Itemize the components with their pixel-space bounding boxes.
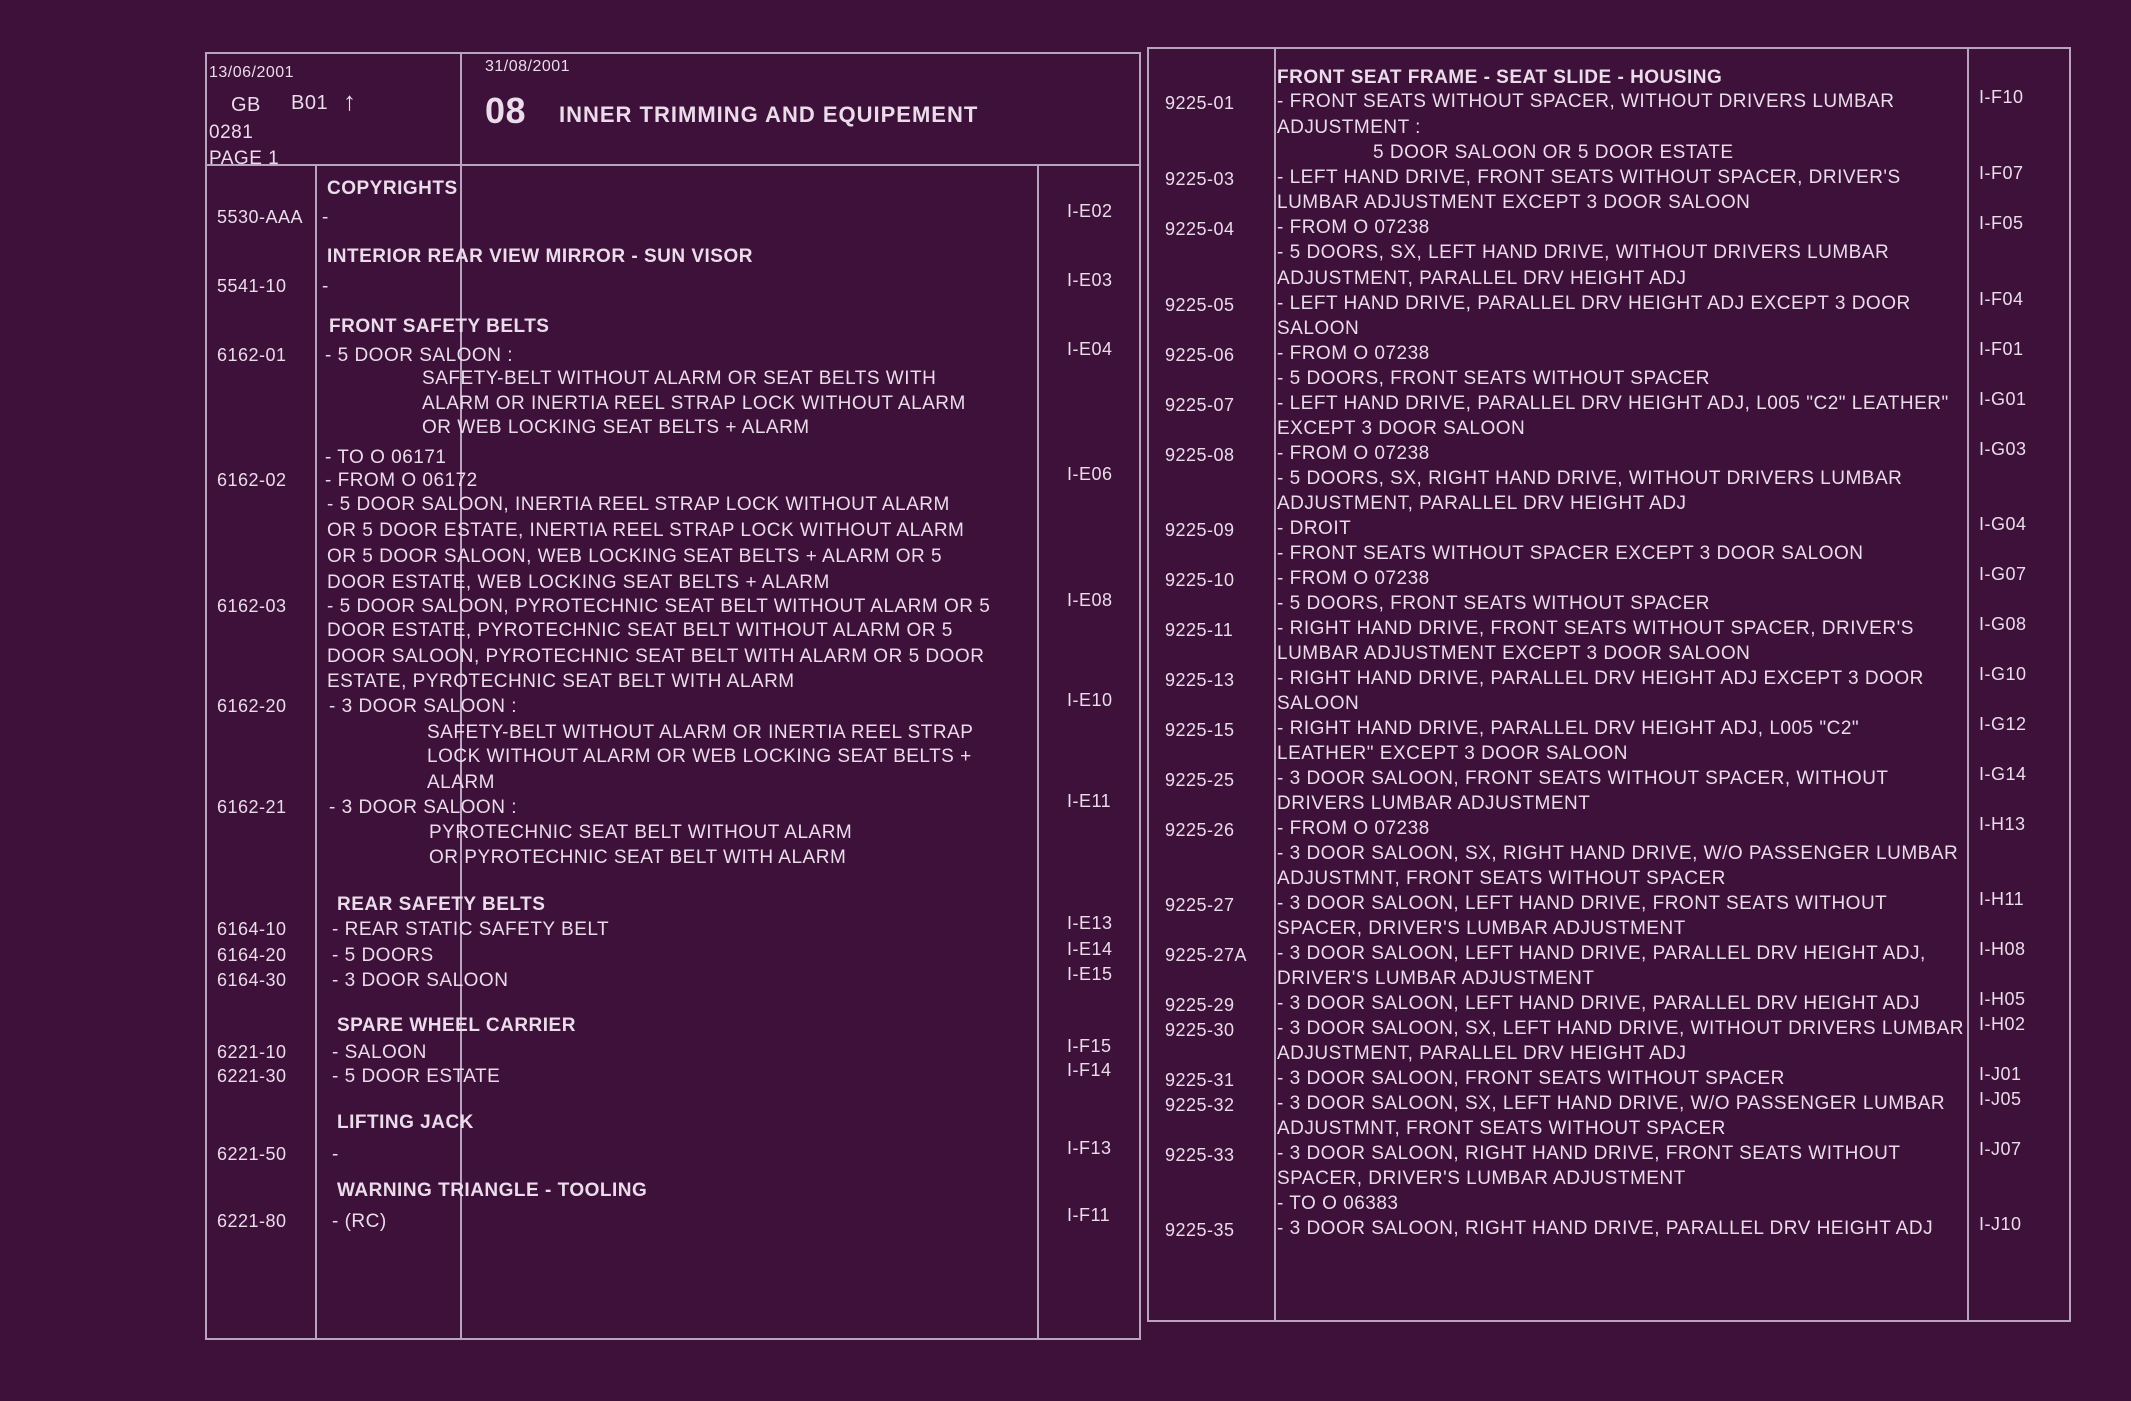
- description-line: - 3 DOOR SALOON, LEFT HAND DRIVE, PARALLEL DRV HEIGHT ADJ,: [1277, 943, 1926, 964]
- description-line: - DROIT: [1277, 518, 1352, 539]
- part-number: 9225-27: [1165, 895, 1235, 915]
- description-line: ADJUSTMENT, PARALLEL DRV HEIGHT ADJ: [1277, 493, 1687, 514]
- description-line: - TO O 06171: [325, 447, 447, 468]
- figure-reference: I-F01: [1979, 339, 2024, 359]
- header-underline: [207, 164, 1139, 166]
- description-line: - 3 DOOR SALOON :: [329, 696, 517, 717]
- figure-reference: I-H13: [1979, 814, 2026, 834]
- description-line: - LEFT HAND DRIVE, FRONT SEATS WITHOUT SPACER, DRIVER'S: [1277, 167, 1901, 188]
- description-line: - 3 DOOR SALOON, RIGHT HAND DRIVE, FRONT SEATS WITHOUT: [1277, 1143, 1901, 1164]
- description-line: - 3 DOOR SALOON, FRONT SEATS WITHOUT SPACER: [1277, 1068, 1785, 1089]
- figure-reference: I-G04: [1979, 514, 2027, 534]
- part-number: 9225-03: [1165, 169, 1235, 189]
- description-line: - FROM O 07238: [1277, 443, 1430, 464]
- part-number: 9225-31: [1165, 1070, 1235, 1090]
- section-title: INNER TRIMMING AND EQUIPEMENT: [559, 102, 979, 127]
- parts-catalog-page: [205, 52, 2071, 1340]
- description-line: - (RC): [332, 1211, 387, 1232]
- part-number: 9225-32: [1165, 1095, 1235, 1115]
- description-line: - FRONT SEATS WITHOUT SPACER, WITHOUT DRIVERS LUMBAR: [1277, 91, 1895, 112]
- description-line: DRIVER'S LUMBAR ADJUSTMENT: [1277, 968, 1595, 989]
- left-panel: [205, 52, 1141, 1340]
- part-number: 6164-20: [217, 945, 287, 965]
- part-number: 9225-13: [1165, 670, 1235, 690]
- header-model: B01: [291, 92, 329, 114]
- figure-reference: I-H05: [1979, 989, 2026, 1009]
- description-line: - LEFT HAND DRIVE, PARALLEL DRV HEIGHT ADJ, L005 "C2" LEATHER": [1277, 393, 1949, 414]
- description-line: - 3 DOOR SALOON, LEFT HAND DRIVE, FRONT SEATS WITHOUT: [1277, 893, 1888, 914]
- description-line: - RIGHT HAND DRIVE, FRONT SEATS WITHOUT SPACER, DRIVER'S: [1277, 618, 1914, 639]
- figure-reference: I-F07: [1979, 163, 2024, 183]
- part-number: 6162-02: [217, 470, 287, 490]
- part-number: 9225-30: [1165, 1020, 1235, 1040]
- description-line: - FROM O 07238: [1277, 343, 1430, 364]
- figure-reference: I-H02: [1979, 1014, 2026, 1034]
- part-number: 9225-26: [1165, 820, 1235, 840]
- part-number: 9225-35: [1165, 1220, 1235, 1240]
- description-line: - 5 DOORS, SX, LEFT HAND DRIVE, WITHOUT DRIVERS LUMBAR: [1277, 242, 1890, 263]
- part-number: 6162-21: [217, 797, 287, 817]
- description-line: - 3 DOOR SALOON, RIGHT HAND DRIVE, PARALLEL DRV HEIGHT ADJ: [1277, 1218, 1934, 1239]
- description-line: ALARM: [427, 772, 495, 793]
- figure-reference: I-J07: [1979, 1139, 2022, 1159]
- description-line: - 3 DOOR SALOON, SX, RIGHT HAND DRIVE, W/O PASSENGER LUMBAR: [1277, 843, 1959, 864]
- part-number: 6162-20: [217, 696, 287, 716]
- part-number: 9225-05: [1165, 295, 1235, 315]
- part-number: 6221-50: [217, 1144, 287, 1164]
- header-market: GB: [231, 94, 261, 116]
- figure-reference: I-F05: [1979, 213, 2024, 233]
- figure-reference: I-G14: [1979, 764, 2027, 784]
- group-heading: WARNING TRIANGLE - TOOLING: [337, 1180, 648, 1201]
- description-line: ESTATE, PYROTECHNIC SEAT BELT WITH ALARM: [327, 671, 795, 692]
- description-line: DOOR ESTATE, PYROTECHNIC SEAT BELT WITHOUT ALARM OR 5: [327, 620, 953, 641]
- figure-reference: I-E15: [1067, 964, 1113, 984]
- description-line: 5 DOOR SALOON OR 5 DOOR ESTATE: [1373, 142, 1734, 163]
- description-line: - RIGHT HAND DRIVE, PARALLEL DRV HEIGHT ADJ, L005 "C2": [1277, 718, 1860, 739]
- description-line: - 5 DOORS: [332, 945, 434, 966]
- ref-column-divider-right: [1967, 49, 1969, 1320]
- description-line: OR 5 DOOR SALOON, WEB LOCKING SEAT BELTS + ALARM OR 5: [327, 546, 943, 567]
- part-number: 9225-10: [1165, 570, 1235, 590]
- figure-reference: I-G07: [1979, 564, 2027, 584]
- figure-reference: I-J01: [1979, 1064, 2022, 1084]
- code-column-divider: [315, 164, 317, 1338]
- group-heading: FRONT SEAT FRAME - SEAT SLIDE - HOUSING: [1277, 67, 1723, 88]
- code-column-divider-right: [1274, 49, 1276, 1320]
- right-panel: [1147, 47, 2071, 1322]
- part-number: 9225-33: [1165, 1145, 1235, 1165]
- description-line: - FROM O 07238: [1277, 818, 1430, 839]
- figure-reference: I-E14: [1067, 939, 1113, 959]
- description-line: - 3 DOOR SALOON :: [329, 797, 517, 818]
- figure-reference: I-F13: [1067, 1138, 1112, 1158]
- description-line: - FRONT SEATS WITHOUT SPACER EXCEPT 3 DOOR SALOON: [1277, 543, 1864, 564]
- part-number: 5530-AAA: [217, 207, 304, 227]
- description-line: - 3 DOOR SALOON, SX, LEFT HAND DRIVE, W/O PASSENGER LUMBAR: [1277, 1093, 1946, 1114]
- figure-reference: I-H11: [1979, 889, 2025, 909]
- description-line: DOOR SALOON, PYROTECHNIC SEAT BELT WITH ALARM OR 5 DOOR: [327, 646, 985, 667]
- description-line: SAFETY-BELT WITHOUT ALARM OR SEAT BELTS WITH: [422, 368, 937, 389]
- group-heading: LIFTING JACK: [337, 1112, 474, 1133]
- figure-reference: I-F11: [1067, 1205, 1111, 1225]
- description-line: ALARM OR INERTIA REEL STRAP LOCK WITHOUT ALARM: [422, 393, 966, 414]
- figure-reference: I-G12: [1979, 714, 2027, 734]
- figure-reference: I-J05: [1979, 1089, 2022, 1109]
- description-line: EXCEPT 3 DOOR SALOON: [1277, 418, 1526, 439]
- figure-reference: I-H08: [1979, 939, 2026, 959]
- description-line: SPACER, DRIVER'S LUMBAR ADJUSTMENT: [1277, 918, 1686, 939]
- description-line: LUMBAR ADJUSTMENT EXCEPT 3 DOOR SALOON: [1277, 643, 1751, 664]
- description-line: ADJUSTMNT, FRONT SEATS WITHOUT SPACER: [1277, 868, 1726, 889]
- description-line: DOOR ESTATE, WEB LOCKING SEAT BELTS + ALARM: [327, 572, 830, 593]
- description-line: - 3 DOOR SALOON, FRONT SEATS WITHOUT SPACER, WITHOUT: [1277, 768, 1889, 789]
- description-line: -: [332, 1144, 339, 1165]
- description-line: - FROM O 07238: [1277, 217, 1430, 238]
- description-line: - FROM O 06172: [325, 470, 478, 491]
- description-line: - REAR STATIC SAFETY BELT: [332, 919, 610, 940]
- description-line: OR WEB LOCKING SEAT BELTS + ALARM: [422, 417, 810, 438]
- part-number: 6164-10: [217, 919, 287, 939]
- part-number: 9225-15: [1165, 720, 1235, 740]
- description-line: - 5 DOORS, SX, RIGHT HAND DRIVE, WITHOUT DRIVERS LUMBAR: [1277, 468, 1903, 489]
- ref-column-divider: [1037, 164, 1039, 1338]
- part-number: 9225-27A: [1165, 945, 1248, 965]
- header-page: PAGE 1: [209, 148, 280, 169]
- figure-reference: I-E10: [1067, 690, 1113, 710]
- figure-reference: I-F10: [1979, 87, 2024, 107]
- figure-reference: I-E11: [1067, 791, 1112, 811]
- group-heading: FRONT SAFETY BELTS: [329, 316, 550, 337]
- description-line: - LEFT HAND DRIVE, PARALLEL DRV HEIGHT ADJ EXCEPT 3 DOOR: [1277, 293, 1911, 314]
- description-line: - 3 DOOR SALOON: [332, 970, 509, 991]
- figure-reference: I-F14: [1067, 1060, 1112, 1080]
- description-line: DRIVERS LUMBAR ADJUSTMENT: [1277, 793, 1591, 814]
- part-number: 9225-25: [1165, 770, 1235, 790]
- description-line: - 5 DOOR SALOON :: [325, 345, 513, 366]
- description-line: - 5 DOORS, FRONT SEATS WITHOUT SPACER: [1277, 368, 1711, 389]
- description-line: - 3 DOOR SALOON, LEFT HAND DRIVE, PARALLEL DRV HEIGHT ADJ: [1277, 993, 1920, 1014]
- figure-reference: I-G03: [1979, 439, 2027, 459]
- description-line: SAFETY-BELT WITHOUT ALARM OR INERTIA REEL STRAP: [427, 722, 974, 743]
- description-line: - RIGHT HAND DRIVE, PARALLEL DRV HEIGHT ADJ EXCEPT 3 DOOR: [1277, 668, 1924, 689]
- part-number: 9225-08: [1165, 445, 1235, 465]
- figure-reference: I-F04: [1979, 289, 2024, 309]
- header-number: 0281: [209, 122, 254, 143]
- section-number: 08: [485, 90, 527, 131]
- part-number: 6162-03: [217, 596, 287, 616]
- header-date2: 31/08/2001: [485, 58, 571, 75]
- figure-reference: I-E03: [1067, 270, 1113, 290]
- part-number: 5541-10: [217, 276, 287, 296]
- group-heading: INTERIOR REAR VIEW MIRROR - SUN VISOR: [327, 246, 753, 267]
- header-date1: 13/06/2001: [209, 64, 295, 81]
- description-line: ADJUSTMENT :: [1277, 117, 1421, 138]
- group-heading: SPARE WHEEL CARRIER: [337, 1015, 576, 1036]
- description-line: -: [322, 276, 329, 297]
- group-heading: REAR SAFETY BELTS: [337, 894, 546, 915]
- part-number: 6221-80: [217, 1211, 287, 1231]
- figure-reference: I-E13: [1067, 913, 1113, 933]
- figure-reference: I-E02: [1067, 201, 1113, 221]
- description-line: OR PYROTECHNIC SEAT BELT WITH ALARM: [429, 847, 847, 868]
- description-line: SALOON: [1277, 318, 1360, 339]
- description-line: ADJUSTMNT, FRONT SEATS WITHOUT SPACER: [1277, 1118, 1726, 1139]
- part-number: 9225-04: [1165, 219, 1235, 239]
- description-line: PYROTECHNIC SEAT BELT WITHOUT ALARM: [429, 822, 853, 843]
- part-number: 9225-29: [1165, 995, 1235, 1015]
- description-line: ADJUSTMENT, PARALLEL DRV HEIGHT ADJ: [1277, 268, 1687, 289]
- figure-reference: I-G08: [1979, 614, 2027, 634]
- description-line: LEATHER" EXCEPT 3 DOOR SALOON: [1277, 743, 1629, 764]
- description-line: LOCK WITHOUT ALARM OR WEB LOCKING SEAT BELTS +: [427, 746, 972, 767]
- part-number: 6221-10: [217, 1042, 287, 1062]
- description-line: SALOON: [1277, 693, 1360, 714]
- description-line: - 3 DOOR SALOON, SX, LEFT HAND DRIVE, WITHOUT DRIVERS LUMBAR: [1277, 1018, 1965, 1039]
- description-line: OR 5 DOOR ESTATE, INERTIA REEL STRAP LOCK WITHOUT ALARM: [327, 520, 965, 541]
- arrow-up-icon: ↑: [343, 86, 357, 116]
- description-line: LUMBAR ADJUSTMENT EXCEPT 3 DOOR SALOON: [1277, 192, 1751, 213]
- figure-reference: I-G01: [1979, 389, 2027, 409]
- description-line: - 5 DOORS, FRONT SEATS WITHOUT SPACER: [1277, 593, 1711, 614]
- figure-reference: I-F15: [1067, 1036, 1112, 1056]
- figure-reference: I-E08: [1067, 590, 1113, 610]
- part-number: 9225-06: [1165, 345, 1235, 365]
- part-number: 6164-30: [217, 970, 287, 990]
- figure-reference: I-E04: [1067, 339, 1113, 359]
- description-line: SPACER, DRIVER'S LUMBAR ADJUSTMENT: [1277, 1168, 1686, 1189]
- figure-reference: I-E06: [1067, 464, 1113, 484]
- description-line: - 5 DOOR ESTATE: [332, 1066, 501, 1087]
- figure-reference: I-G10: [1979, 664, 2027, 684]
- description-line: - 5 DOOR SALOON, PYROTECHNIC SEAT BELT WITHOUT ALARM OR 5: [327, 596, 991, 617]
- figure-reference: I-J10: [1979, 1214, 2022, 1234]
- part-number: 9225-09: [1165, 520, 1235, 540]
- group-heading: COPYRIGHTS: [327, 178, 458, 199]
- part-number: 9225-07: [1165, 395, 1235, 415]
- description-line: ADJUSTMENT, PARALLEL DRV HEIGHT ADJ: [1277, 1043, 1687, 1064]
- description-line: - FROM O 07238: [1277, 568, 1430, 589]
- description-line: -: [322, 207, 329, 228]
- part-number: 6162-01: [217, 345, 287, 365]
- part-number: 6221-30: [217, 1066, 287, 1086]
- part-number: 9225-01: [1165, 93, 1235, 113]
- part-number: 9225-11: [1165, 620, 1234, 640]
- description-line: - TO O 06383: [1277, 1193, 1399, 1214]
- description-line: - 5 DOOR SALOON, INERTIA REEL STRAP LOCK WITHOUT ALARM: [327, 494, 950, 515]
- description-line: - SALOON: [332, 1042, 427, 1063]
